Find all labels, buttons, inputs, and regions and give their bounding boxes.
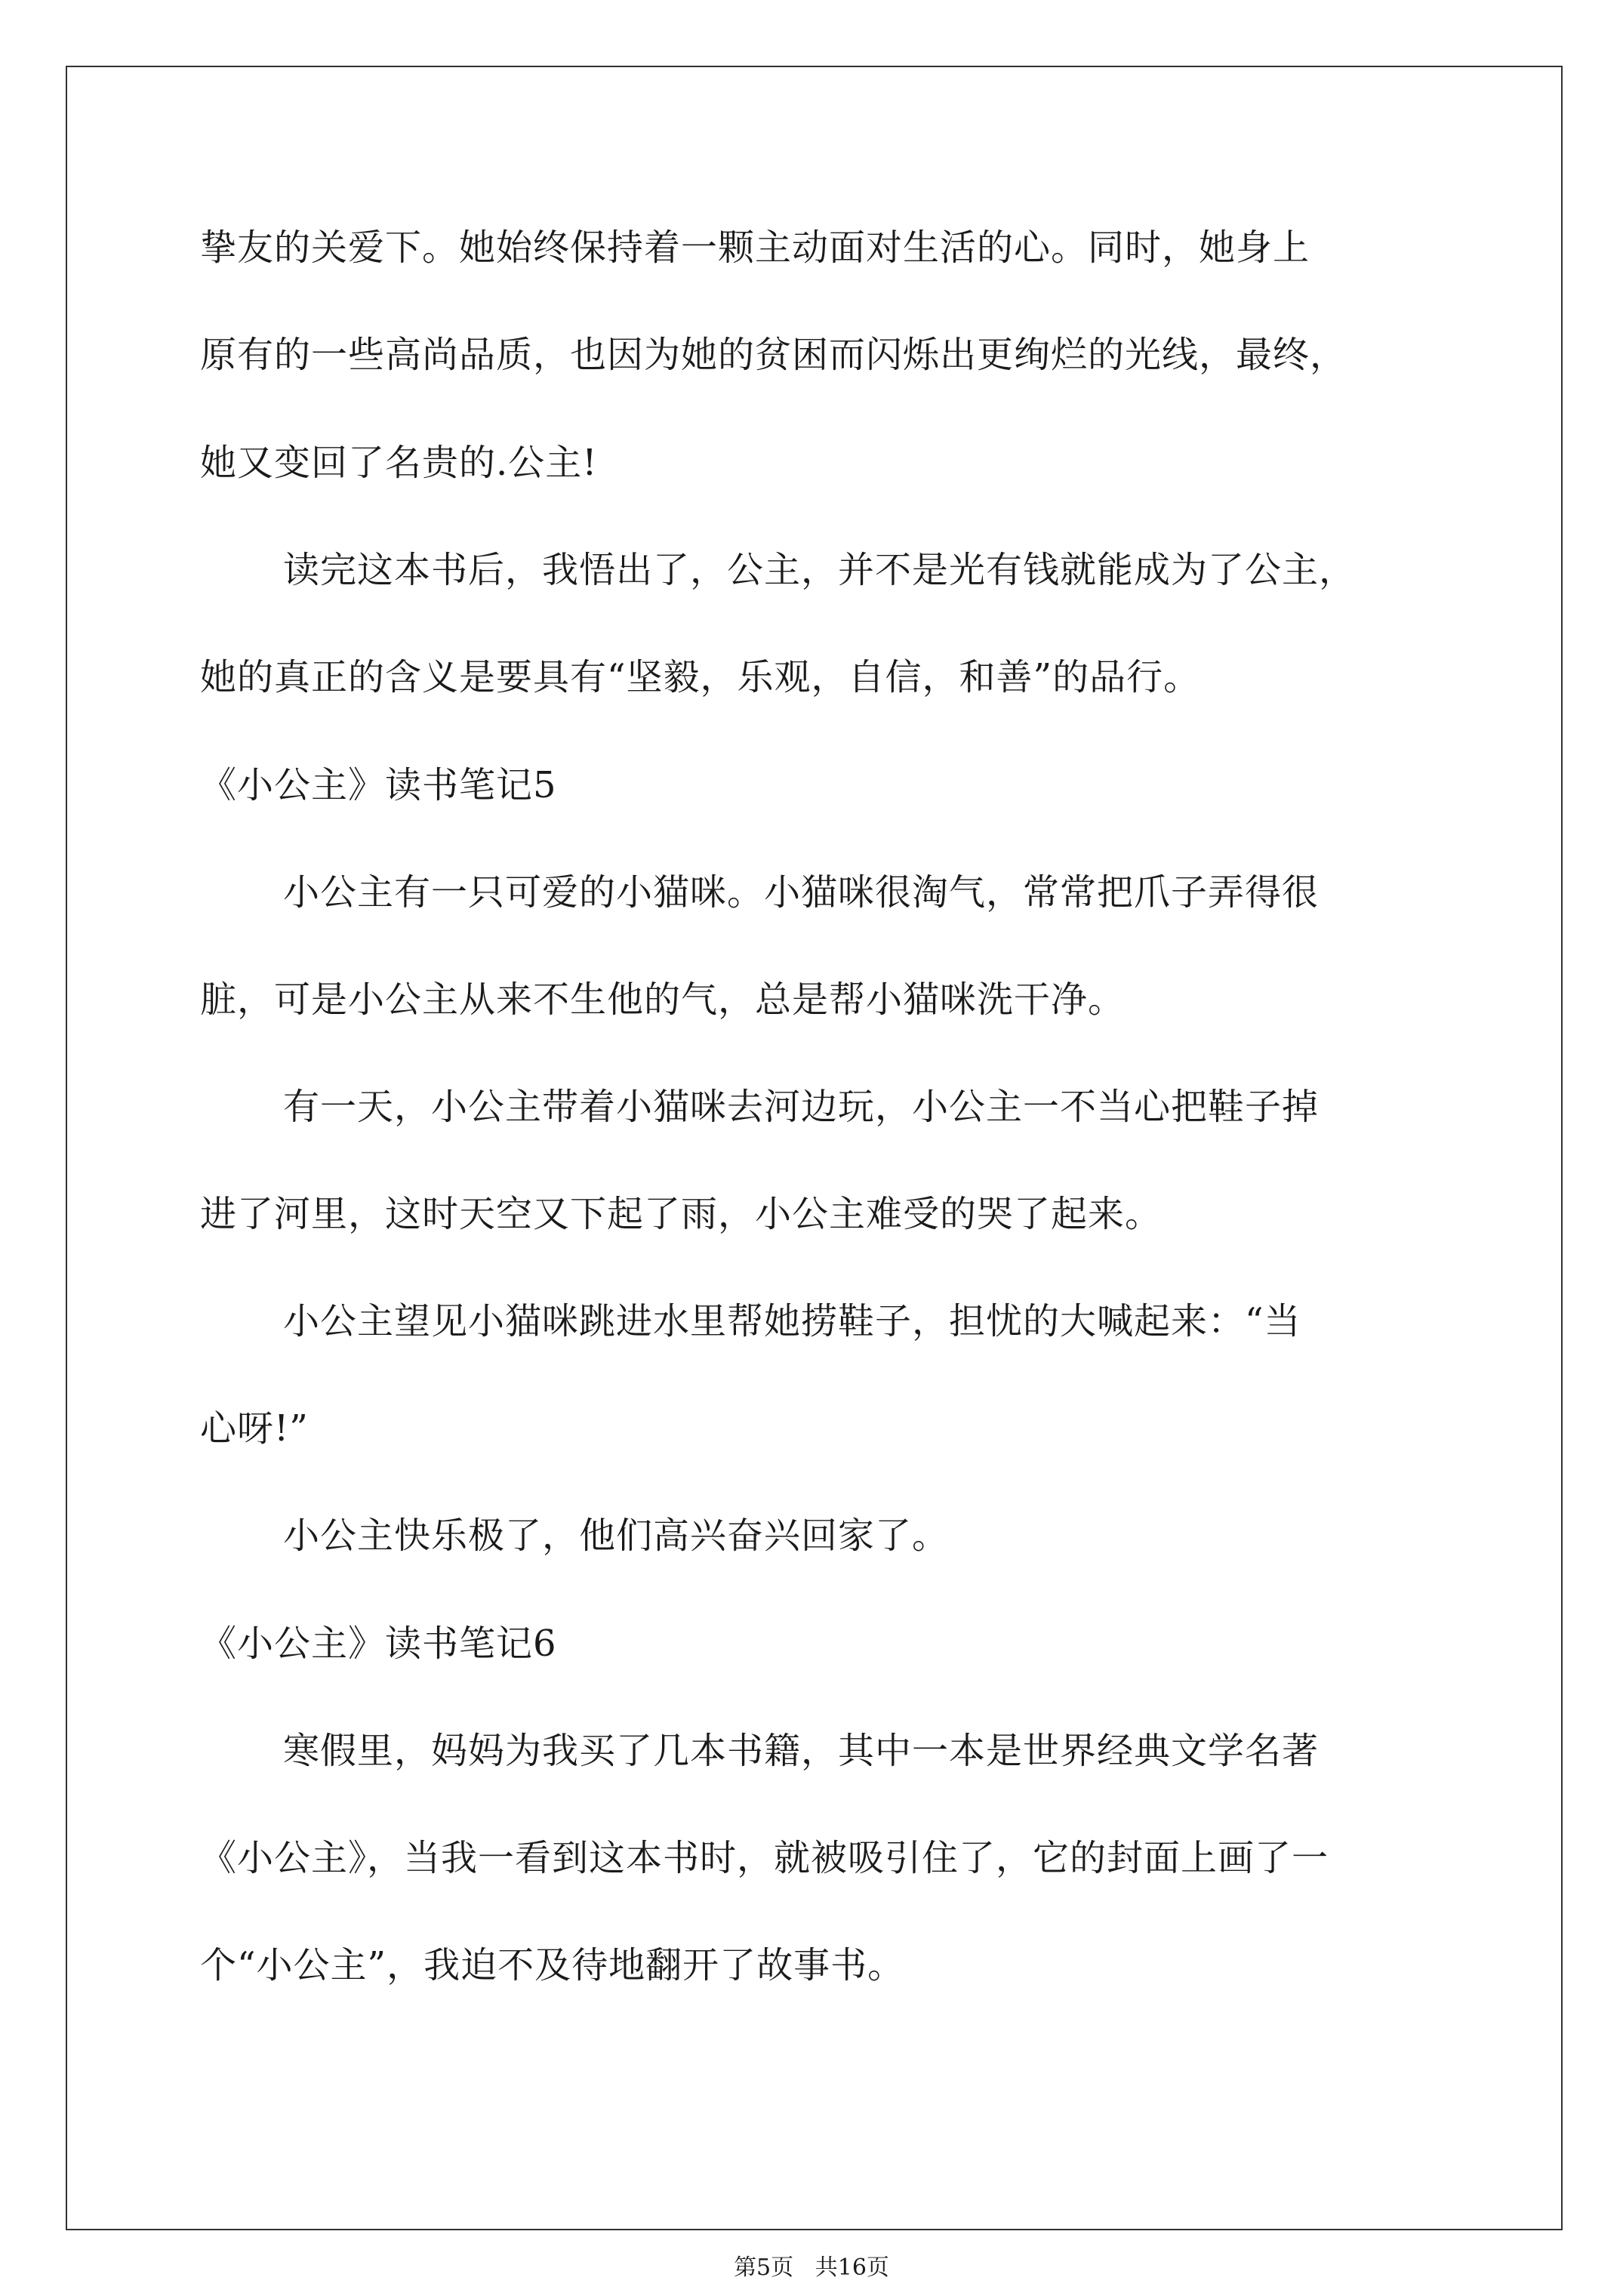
paragraph-start: 小公主望见小猫咪跳进水里帮她捞鞋子，担忧的大喊起来：“当	[283, 1300, 1301, 1342]
body-line: 脏，可是小公主从来不生他的气，总是帮小猫咪洗干净。	[200, 978, 1126, 1021]
body-line: 进了河里，这时天空又下起了雨，小公主难受的哭了起来。	[200, 1193, 1163, 1235]
body-line: 个“小公主”，我迫不及待地翻开了故事书。	[200, 1944, 905, 1986]
body-line: 她的真正的含义是要具有“坚毅，乐观，自信，和善”的品行。	[200, 656, 1201, 698]
paragraph-start: 小公主有一只可爱的小猫咪。小猫咪很淘气，常常把爪子弄得很	[283, 871, 1320, 914]
section-heading: 《小公主》读书笔记5	[200, 764, 557, 806]
page-number-footer: 第5页 共16页	[734, 2254, 889, 2281]
paragraph-start: 读完这本书后，我悟出了，公主，并不是光有钱就能成为了公主，	[283, 549, 1357, 591]
paragraph-start: 小公主快乐极了，他们高兴奋兴回家了。	[283, 1515, 950, 1557]
paragraph-start: 有一天，小公主带着小猫咪去河边玩，小公主一不当心把鞋子掉	[283, 1086, 1320, 1128]
body-line: 原有的一些高尚品质，也因为她的贫困而闪烁出更绚烂的光线，最终，	[200, 334, 1347, 376]
body-line: 心呀!”	[200, 1407, 309, 1450]
body-line: 《小公主》，当我一看到这本书时，就被吸引住了，它的封面上画了一	[200, 1837, 1329, 1879]
paragraph-start: 寒假里，妈妈为我买了几本书籍，其中一本是世界经典文学名著	[283, 1730, 1320, 1772]
page-border	[66, 66, 1563, 2230]
body-line: 挚友的关爱下。她始终保持着一颗主动面对生活的心。同时，她身上	[200, 227, 1310, 269]
section-heading: 《小公主》读书笔记6	[200, 1623, 557, 1665]
body-line: 她又变回了名贵的.公主!	[200, 442, 598, 484]
